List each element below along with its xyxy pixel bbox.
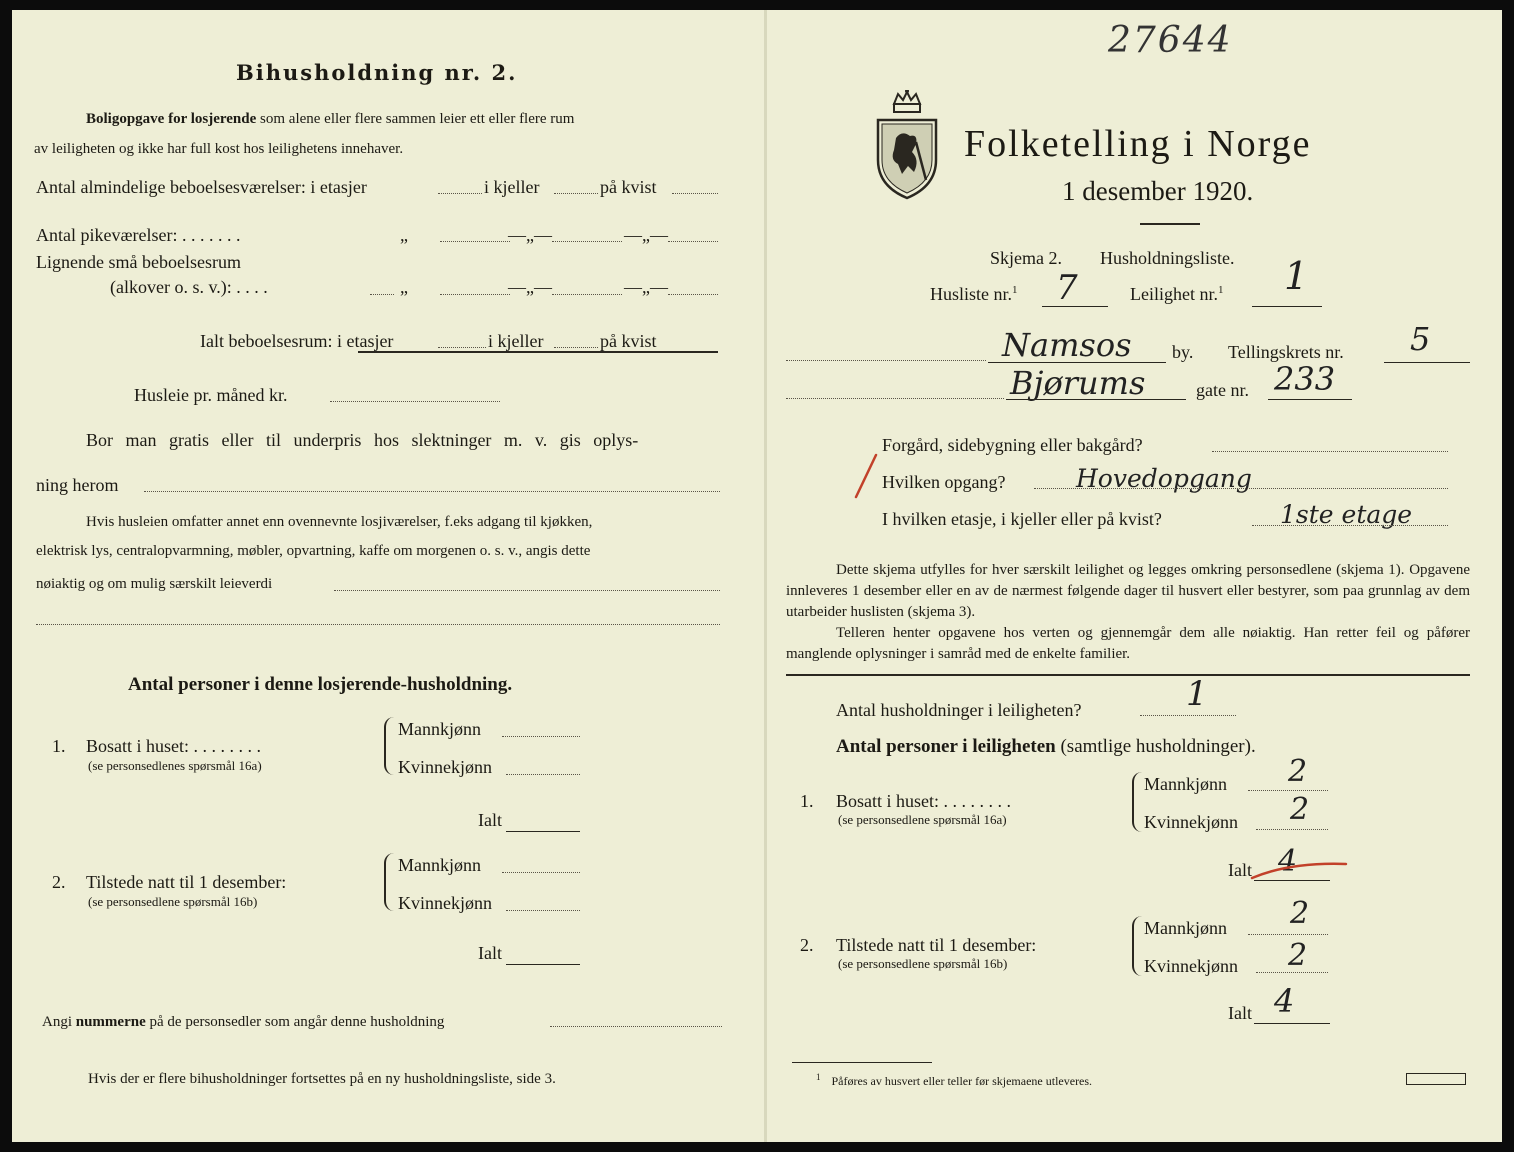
district-value[interactable]: 5 bbox=[1410, 320, 1431, 358]
total-attic-label: på kvist bbox=[600, 331, 657, 351]
printer-stamp bbox=[1406, 1073, 1466, 1085]
footnote-ref-1: 1 bbox=[1012, 284, 1018, 296]
entrance-label: Hvilken opgang? bbox=[882, 472, 1006, 492]
households-value[interactable]: 1 bbox=[1186, 674, 1208, 714]
right-q1-female-label: Kvinnekjønn bbox=[1144, 812, 1238, 832]
left-q1-total-label: Ialt bbox=[478, 810, 502, 830]
right-q1-female-field bbox=[1256, 829, 1328, 830]
street-lead bbox=[786, 398, 1004, 399]
rooms-attic-field[interactable] bbox=[672, 193, 718, 194]
maid-ditto: „ bbox=[400, 225, 408, 245]
city-line bbox=[988, 362, 1166, 363]
footnote bbox=[816, 1072, 1092, 1089]
right-q1-sub: (se personsedlene spørsmål 16a) bbox=[838, 812, 1007, 827]
intro-bold: Boligopgave for losjerende bbox=[86, 111, 257, 127]
footnote-mark: 1 bbox=[816, 1072, 821, 1082]
apartment-line bbox=[1252, 306, 1322, 307]
right-q1-total-field bbox=[1254, 880, 1330, 881]
schema-label: Skjema 2. bbox=[990, 248, 1062, 268]
house-list-line bbox=[1042, 306, 1108, 307]
city-label: by. bbox=[1172, 342, 1194, 362]
district-line bbox=[1384, 362, 1470, 363]
footnote-ref-2: 1 bbox=[1217, 284, 1224, 296]
total-rooms-label: Ialt beboelsesrum: i etasjer bbox=[200, 331, 394, 351]
house-list-label bbox=[930, 284, 1018, 305]
rooms-label: Antal almindelige beboelsesværelser: i etasjer bbox=[36, 177, 367, 197]
maid-cellar-field[interactable] bbox=[552, 241, 622, 242]
left-q2-total-label: Ialt bbox=[478, 943, 502, 963]
right-q2-number: 2. bbox=[800, 935, 814, 955]
left-q2-male-label: Mannkjønn bbox=[398, 855, 481, 875]
numbers-bold: nummerne bbox=[75, 1014, 146, 1030]
intro-rest: som alene eller flere sammen leier ett eller flere rum bbox=[260, 111, 575, 127]
right-q2-male-label: Mannkjønn bbox=[1144, 918, 1227, 938]
right-q1-total-label: Ialt bbox=[1228, 860, 1252, 880]
left-persons-heading: Antal personer i denne losjerende-husholdning. bbox=[128, 674, 513, 695]
maid-dash-1: —„— bbox=[508, 225, 552, 245]
right-q2-sub: (se personsedlene spørsmål 16b) bbox=[838, 956, 1008, 971]
entrance-field bbox=[1034, 488, 1448, 489]
left-q1-brace bbox=[384, 717, 396, 775]
right-q1-brace bbox=[1132, 772, 1144, 832]
small-rooms-label-1: Lignende små beboelsesrum bbox=[36, 252, 241, 272]
schema-name: Husholdningsliste. bbox=[1100, 248, 1235, 268]
numbers-line bbox=[42, 1014, 444, 1031]
left-q2-brace bbox=[384, 853, 396, 911]
total-floors-field[interactable] bbox=[438, 347, 486, 348]
census-form-sheet bbox=[12, 10, 1502, 1142]
right-q1-male-field bbox=[1248, 790, 1328, 791]
right-q1-female-value[interactable]: 2 bbox=[1290, 792, 1310, 827]
left-q1-female-label: Kvinnekjønn bbox=[398, 757, 492, 777]
rooms-floors-field[interactable] bbox=[438, 193, 482, 194]
left-q2-female-label: Kvinnekjønn bbox=[398, 893, 492, 913]
maid-attic-field[interactable] bbox=[668, 241, 718, 242]
small-rooms-label-2: (alkover o. s. v.): . . . . bbox=[110, 277, 268, 297]
small-dash-1: —„— bbox=[508, 277, 552, 297]
red-correction-strike bbox=[1250, 856, 1350, 882]
numbers-prefix: Angi bbox=[42, 1014, 72, 1030]
rooms-cellar-field[interactable] bbox=[554, 193, 598, 194]
archive-number: 27644 bbox=[1108, 20, 1233, 61]
left-q1-male-label: Mannkjønn bbox=[398, 719, 481, 739]
small-attic-field[interactable] bbox=[668, 294, 718, 295]
rent-note-1: Hvis husleien omfatter annet enn ovennevnte losjiværelser, f.eks adgang til kjøkken, bbox=[86, 514, 593, 530]
left-q2-male-field[interactable] bbox=[502, 872, 580, 873]
left-title: Bihusholdning nr. 2. bbox=[236, 60, 518, 85]
small-floors-field[interactable] bbox=[440, 294, 510, 295]
right-q2-female-value[interactable]: 2 bbox=[1288, 938, 1308, 973]
total-cellar-field[interactable] bbox=[554, 347, 598, 348]
footnote-text: Påføres av husvert eller teller før skjemaene utleveres. bbox=[831, 1074, 1093, 1088]
building-field[interactable] bbox=[1212, 451, 1448, 452]
total-cellar-label: i kjeller bbox=[488, 331, 544, 351]
floor-field bbox=[1252, 525, 1448, 526]
persons-heading-rest: (samtlige husholdninger). bbox=[1060, 736, 1256, 757]
left-q1-total-field[interactable] bbox=[506, 831, 580, 832]
house-list-value[interactable]: 7 bbox=[1056, 268, 1078, 308]
coat-of-arms-icon bbox=[872, 90, 942, 200]
right-q2-male-field bbox=[1248, 934, 1328, 935]
rooms-cellar-label: i kjeller bbox=[484, 177, 540, 197]
rent-label: Husleie pr. måned kr. bbox=[134, 385, 288, 405]
floor-label: I hvilken etasje, i kjeller eller på kvist? bbox=[882, 509, 1162, 529]
right-q1-male-label: Mannkjønn bbox=[1144, 774, 1227, 794]
rent-note-field-2[interactable] bbox=[36, 624, 720, 625]
right-q2-label: Tilstede natt til 1 desember: bbox=[836, 935, 1037, 955]
maid-floors-field[interactable] bbox=[440, 241, 510, 242]
maid-dash-2: —„— bbox=[624, 225, 668, 245]
left-q2-number: 2. bbox=[52, 872, 66, 892]
left-q2-sub: (se personsedlene spørsmål 16b) bbox=[88, 894, 258, 909]
left-q1-sub: (se personsedlenes spørsmål 16a) bbox=[88, 758, 262, 773]
numbers-field[interactable] bbox=[550, 1026, 722, 1027]
city-value[interactable]: Namsos bbox=[1002, 326, 1132, 364]
right-q2-male-value[interactable]: 2 bbox=[1290, 896, 1310, 931]
entrance-value[interactable]: Hovedopgang bbox=[1076, 464, 1252, 493]
left-intro bbox=[86, 111, 574, 128]
free-text-2: ning herom bbox=[36, 475, 119, 495]
small-dash-2: —„— bbox=[624, 277, 668, 297]
house-list-text: Husliste nr. bbox=[930, 284, 1013, 304]
right-q2-female-label: Kvinnekjønn bbox=[1144, 956, 1238, 976]
left-q1-label: Bosatt i huset: . . . . . . . . bbox=[86, 736, 261, 756]
households-field bbox=[1140, 715, 1236, 716]
right-q1-label: Bosatt i huset: . . . . . . . . bbox=[836, 791, 1011, 811]
street-number[interactable]: 233 bbox=[1274, 360, 1336, 398]
left-q1-number: 1. bbox=[52, 736, 66, 756]
small-ditto: „ bbox=[400, 277, 408, 297]
left-q2-label: Tilstede natt til 1 desember: bbox=[86, 872, 287, 892]
right-persons-heading bbox=[836, 736, 1256, 758]
maid-rooms-label: Antal pikeværelser: . . . . . . . bbox=[36, 225, 241, 245]
numbers-rest: på de personsedler som angår denne husholdning bbox=[149, 1014, 445, 1030]
title-rule bbox=[1140, 223, 1200, 225]
continue-note: Hvis der er flere bihusholdninger fortsettes på en ny husholdningsliste, side 3. bbox=[88, 1071, 556, 1087]
left-q2-total-field[interactable] bbox=[506, 964, 580, 965]
page-fold bbox=[764, 10, 767, 1142]
persons-heading-bold: Antal personer i leiligheten bbox=[836, 736, 1056, 757]
right-title: Folketelling i Norge bbox=[964, 123, 1312, 165]
free-text-1: Bor man gratis eller til underpris hos slektninger m. v. gis oplys- bbox=[86, 430, 639, 450]
rooms-attic-label: på kvist bbox=[600, 177, 657, 197]
right-q2-total-field bbox=[1254, 1023, 1330, 1024]
rent-note-2: elektrisk lys, centralopvarmning, møbler, opvartning, kaffe om morgenen o. s. v., angis dette bbox=[36, 543, 591, 559]
apartment-value[interactable]: 1 bbox=[1284, 254, 1309, 298]
left-q2-female-field[interactable] bbox=[506, 910, 580, 911]
right-q2-total-label: Ialt bbox=[1228, 1003, 1252, 1023]
instructions-1: Dette skjema utfylles for hver særskilt leilighet og legges omkring personsedlene (skjema 1). Opgavene innleveres 1 desember eller en av de nærmest følgende dager til husvert eller bestyrer, som paa grunnlag av dem utarbeider huslisten (skjema 3). bbox=[786, 562, 1470, 620]
rent-note-3: nøiaktig og om mulig særskilt leieverdi bbox=[36, 576, 273, 592]
small-cellar-field[interactable] bbox=[552, 294, 622, 295]
right-q1-total-value[interactable]: 4 bbox=[1278, 844, 1298, 879]
right-q1-male-value[interactable]: 2 bbox=[1288, 754, 1308, 789]
households-label: Antal husholdninger i leiligheten? bbox=[836, 700, 1082, 720]
street-line bbox=[1006, 399, 1186, 400]
street-value[interactable]: Bjørums bbox=[1010, 364, 1146, 402]
red-check-mark bbox=[850, 452, 880, 500]
city-lead bbox=[786, 360, 986, 361]
free-text-field[interactable] bbox=[144, 491, 720, 492]
street-number-line bbox=[1268, 399, 1352, 400]
rent-note-field[interactable] bbox=[334, 590, 720, 591]
floor-value[interactable]: 1ste etage bbox=[1280, 500, 1413, 529]
right-q2-brace bbox=[1132, 916, 1144, 976]
street-label: gate nr. bbox=[1196, 380, 1249, 400]
apartment-label bbox=[1130, 284, 1223, 305]
rent-field[interactable] bbox=[330, 401, 500, 402]
right-q1-number: 1. bbox=[800, 791, 814, 811]
left-q1-male-field[interactable] bbox=[502, 736, 580, 737]
building-label: Forgård, sidebygning eller bakgård? bbox=[882, 435, 1143, 455]
instructions-2: Telleren henter opgavene hos verten og gjennemgår dem alle nøiaktig. Han retter feil og påfører manglende oplysninger i samråd med de enkelte familier. bbox=[786, 625, 1470, 662]
right-date: 1 desember 1920. bbox=[1062, 176, 1254, 206]
right-q2-total-value[interactable]: 4 bbox=[1274, 982, 1295, 1020]
district-label: Tellingskrets nr. bbox=[1228, 342, 1344, 362]
small-lead-field bbox=[370, 294, 394, 295]
section-rule bbox=[786, 674, 1470, 676]
left-q1-female-field[interactable] bbox=[506, 774, 580, 775]
right-q2-female-field bbox=[1256, 972, 1328, 973]
apartment-text: Leilighet nr. bbox=[1130, 284, 1218, 304]
footnote-rule bbox=[792, 1062, 932, 1063]
left-intro-line2: av leiligheten og ikke har full kost hos leilighetens innehaver. bbox=[34, 141, 404, 157]
